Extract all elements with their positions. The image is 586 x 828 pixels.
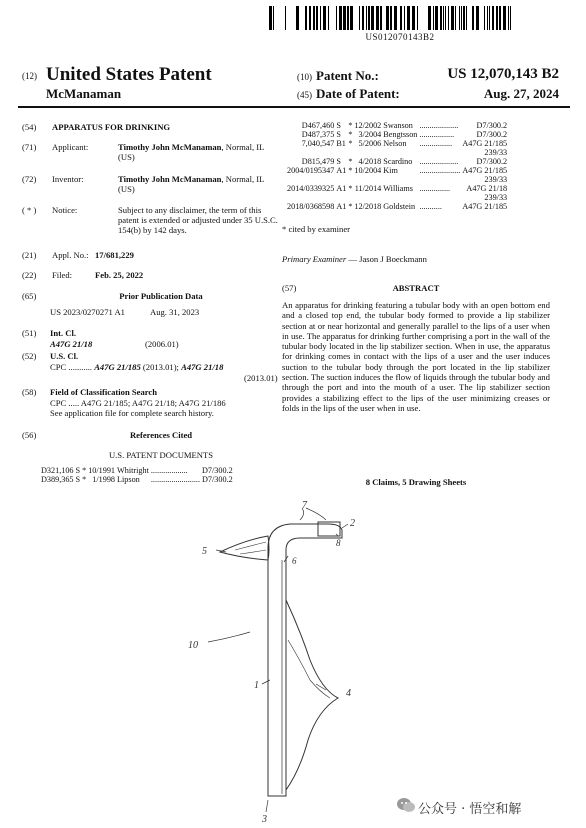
tag-56: (56) — [22, 430, 37, 440]
ref-no: D487,375 — [301, 130, 335, 139]
cpc-end: (2013.01) — [244, 373, 278, 383]
label-8: 8 — [336, 538, 341, 548]
refs-right-table — [286, 121, 508, 211]
filed-date: Feb. 25, 2022 — [95, 270, 144, 280]
ref-dots: .................... — [419, 166, 461, 175]
ref-row — [286, 202, 508, 211]
fcs-label: Field of Classification Search — [50, 387, 158, 397]
document-type: United States Patent — [46, 64, 212, 85]
label-6: 6 — [292, 556, 297, 566]
ref-name: Scardino — [383, 157, 413, 166]
tag-22: (22) — [22, 270, 37, 280]
uscl-label: U.S. Cl. — [50, 351, 79, 361]
fin-inner — [288, 640, 330, 698]
tag-notice: ( * ) — [22, 205, 37, 215]
ref-name: Swanson — [383, 121, 413, 130]
tag-72: (72) — [22, 174, 37, 184]
ref-name: Goldstein — [383, 202, 416, 211]
tag-71: (71) — [22, 142, 37, 152]
tag-65: (65) — [22, 291, 37, 301]
prior-pub-head: Prior Publication Data — [119, 291, 203, 301]
fcs-cpc: CPC ..... A47G 21/185; A47G 21/18; A47G 21/186 — [50, 398, 226, 408]
applicant-location: , Normal, IL (US) — [118, 142, 265, 163]
ref-kind: A1 — [336, 166, 347, 175]
us-docs-row — [22, 450, 270, 462]
ref-name: Bengtsson — [383, 130, 418, 139]
ref-kind: B1 — [336, 139, 346, 148]
ref-no: 7,040,547 — [301, 139, 335, 148]
us-docs-head: U.S. PATENT DOCUMENTS — [108, 450, 214, 460]
ref-dots: ................... — [419, 157, 459, 166]
notice-label: Notice: — [52, 205, 78, 215]
cpc-code-2: A47G 21/18 — [181, 362, 224, 372]
ref-star: * — [348, 139, 353, 148]
inventor-location: , Normal, IL (US) — [118, 174, 265, 195]
examiner-name: — Jason J Boeckmann — [346, 254, 427, 264]
ref-cls: D7/300.2 — [476, 121, 508, 130]
ref-name: Nelson — [383, 139, 407, 148]
ref-row-cont — [286, 193, 508, 202]
fin-curve — [286, 600, 338, 790]
tag-10: (10) — [297, 72, 312, 82]
field-71 — [22, 142, 270, 166]
ref-name: Williams — [383, 184, 413, 193]
ref-cls: D7/300.2 — [476, 157, 508, 166]
inventor-value — [118, 174, 278, 194]
ref-kind: S — [75, 466, 81, 475]
ref-row — [286, 121, 508, 130]
patent-no-label: Patent No.: — [316, 68, 379, 83]
applicant-label: Applicant: — [52, 142, 89, 152]
ref-row — [40, 475, 234, 484]
field-notice — [22, 205, 278, 241]
ref-cls: A47G 21/185 — [462, 166, 508, 175]
tag-58: (58) — [22, 387, 37, 397]
date-line — [297, 86, 559, 102]
examiner-line — [282, 254, 427, 264]
field-56 — [22, 430, 270, 442]
ref-name: Lipson — [117, 475, 140, 484]
field-72 — [22, 174, 270, 198]
label-2: 2 — [350, 518, 355, 529]
tag-12: (12) — [22, 71, 37, 81]
ref-kind: S — [75, 475, 81, 484]
ref-star: * — [348, 121, 353, 130]
ref-date: 12/2002 — [354, 121, 382, 130]
ref-cls2: 239/33 — [484, 148, 508, 157]
tube-outline — [268, 524, 342, 796]
inventor-short: McManaman — [46, 86, 122, 101]
ref-dots: .................. — [150, 466, 188, 475]
ref-kind: S — [336, 130, 341, 139]
tag-57: (57) — [282, 283, 297, 293]
ref-row — [286, 139, 508, 148]
label-3: 3 — [262, 814, 267, 825]
ref-row — [286, 157, 508, 166]
ref-no: 2018/0368598 — [287, 202, 335, 211]
field-22 — [22, 270, 270, 282]
label-10: 10 — [188, 640, 198, 651]
ref-no: D321,106 — [41, 466, 74, 475]
applicant-value — [118, 142, 278, 162]
field-21 — [22, 250, 270, 262]
ref-star: * — [348, 166, 353, 175]
patent-number-top: US012070143B2 — [365, 32, 435, 42]
header-rule — [18, 106, 570, 108]
ref-cls: D7/300.2 — [202, 475, 233, 484]
ref-cls: D7/300.2 — [202, 466, 233, 475]
ref-name: Whitright — [117, 466, 149, 475]
label-1: 1 — [254, 680, 259, 691]
ref-kind: A1 — [336, 184, 347, 193]
ref-dots: ............... — [419, 184, 451, 193]
date-label: Date of Patent: — [316, 86, 400, 101]
title: APPARATUS FOR DRINKING — [52, 122, 171, 132]
patent-drawing — [150, 500, 390, 825]
prior-pub-date: Aug. 31, 2023 — [150, 307, 200, 317]
ref-dots: ........................ — [150, 475, 200, 484]
ref-date: 10/1991 — [88, 466, 116, 475]
ref-row — [40, 466, 234, 475]
ref-dots: ................. — [419, 130, 455, 139]
barcode — [265, 6, 511, 30]
tag-54: (54) — [22, 122, 37, 132]
label-4: 4 — [346, 688, 351, 699]
lip-stabilizer — [220, 536, 269, 560]
label-7: 7 — [302, 500, 307, 511]
ref-star: * — [348, 130, 353, 139]
ref-no: D467,460 — [301, 121, 335, 130]
leaders — [208, 508, 348, 812]
patent-date: Aug. 27, 2024 — [483, 86, 559, 101]
cited-by: * cited by examiner — [282, 224, 351, 234]
examiner-label: Primary Examiner — [282, 254, 347, 264]
fcs-see: See application file for complete search history. — [50, 408, 214, 418]
ref-star: * — [348, 157, 353, 166]
appl-label: Appl. No.: — [52, 250, 89, 260]
cpc-line — [50, 362, 290, 372]
ref-row-cont — [286, 148, 508, 157]
applicant-name: Timothy John McManaman — [118, 142, 222, 152]
ref-cls: A47G 21/18 — [466, 184, 508, 193]
ref-name: Kim — [383, 166, 398, 175]
tag-51: (51) — [22, 328, 37, 338]
patent-number-line — [297, 68, 559, 84]
ref-dots: ........... — [419, 202, 442, 211]
ref-cls2: 239/33 — [484, 193, 508, 202]
ref-row — [286, 166, 508, 175]
ref-kind: A1 — [336, 202, 347, 211]
ref-date: 11/2014 — [354, 184, 382, 193]
ref-no: D815,479 — [301, 157, 335, 166]
ref-row-cont — [286, 175, 508, 184]
refs-head: References Cited — [129, 430, 193, 440]
ref-star: * — [348, 202, 353, 211]
ref-kind: S — [336, 121, 341, 130]
appl-no: 17/681,229 — [95, 250, 134, 260]
ref-no: 2004/0195347 — [287, 166, 335, 175]
ref-row — [286, 184, 508, 193]
abstract-text: An apparatus for drinking featuring a tubular body with an open bottom end and a closed top end, the tubular body formed to provide a lip stabilizer section at or near horizontal and generally parallel to the lips of a user when in use. The apparatus for drinking further comprising a port in the wall of the tubular body located in the lip stabilizer section. When in use, the apparatus for drinking comes in contact with the lips of a user and the user induces suction to the tubular body through the port located in the lip stabilizer section. The suction induces the flow of liquids through the tubular body and through the port and into the mouth of a user. The lip stabilizer section provides a stabilizing effect to the lips of the user minimizing creases or folds in the lips of the user when in use. — [282, 300, 550, 413]
fcs-see-row — [22, 408, 270, 420]
intcl-row — [22, 339, 270, 351]
prior-pub-no: US 2023/0270271 A1 — [50, 307, 125, 317]
field-65 — [22, 291, 270, 303]
tag-21: (21) — [22, 250, 37, 260]
filed-label: Filed: — [52, 270, 73, 280]
prior-pub-row — [22, 307, 270, 319]
watermark-text: 公众号 · 悟空和解 — [418, 802, 522, 817]
label-5: 5 — [202, 546, 207, 557]
ref-cls: A47G 21/185 — [462, 139, 508, 148]
intcl-label: Int. Cl. — [50, 328, 77, 338]
ref-row — [286, 130, 508, 139]
field-54 — [22, 122, 270, 134]
ref-cls: A47G 21/185 — [462, 202, 508, 211]
inventor-label: Inventor: — [52, 174, 84, 184]
cpc-code-1: A47G 21/185 — [94, 362, 141, 372]
ref-star: * — [82, 466, 87, 475]
ref-date: 3/2004 — [358, 130, 382, 139]
ref-date: 1/1998 — [92, 475, 116, 484]
ref-star: * — [82, 475, 87, 484]
intcl-code: A47G 21/18 — [50, 339, 93, 349]
ref-date: 12/2018 — [354, 202, 382, 211]
ref-dots: ................... — [419, 121, 459, 130]
ref-kind: S — [336, 157, 341, 166]
ref-date: 5/2006 — [358, 139, 382, 148]
intcl-date: (2006.01) — [145, 339, 179, 349]
cpc-row — [22, 362, 278, 386]
refs-left-table — [40, 466, 234, 484]
ref-cls: D7/300.2 — [476, 130, 508, 139]
ref-no: 2014/0339325 — [287, 184, 335, 193]
ref-date: 4/2018 — [358, 157, 382, 166]
tag-52: (52) — [22, 351, 37, 361]
ref-star: * — [348, 184, 353, 193]
wechat-icon — [396, 796, 416, 814]
abstract-head: ABSTRACT — [392, 283, 440, 293]
tag-45: (45) — [297, 90, 312, 100]
ref-no: D389,365 — [41, 475, 74, 484]
patent-no: US 12,070,143 B2 — [447, 66, 559, 82]
ref-dots: ................ — [419, 139, 453, 148]
claims-line: 8 Claims, 5 Drawing Sheets — [365, 477, 467, 487]
ref-date: 10/2004 — [354, 166, 382, 175]
notice-text: Subject to any disclaimer, the term of this patent is extended or adjusted under 35 U.S.C. 154(b) by 142 days. — [118, 205, 278, 236]
cpc-mid: (2013.01); — [142, 362, 179, 372]
ref-cls2: 239/33 — [484, 175, 508, 184]
cpc-prefix: CPC ........... — [50, 362, 93, 372]
inventor-name: Timothy John McManaman — [118, 174, 222, 184]
